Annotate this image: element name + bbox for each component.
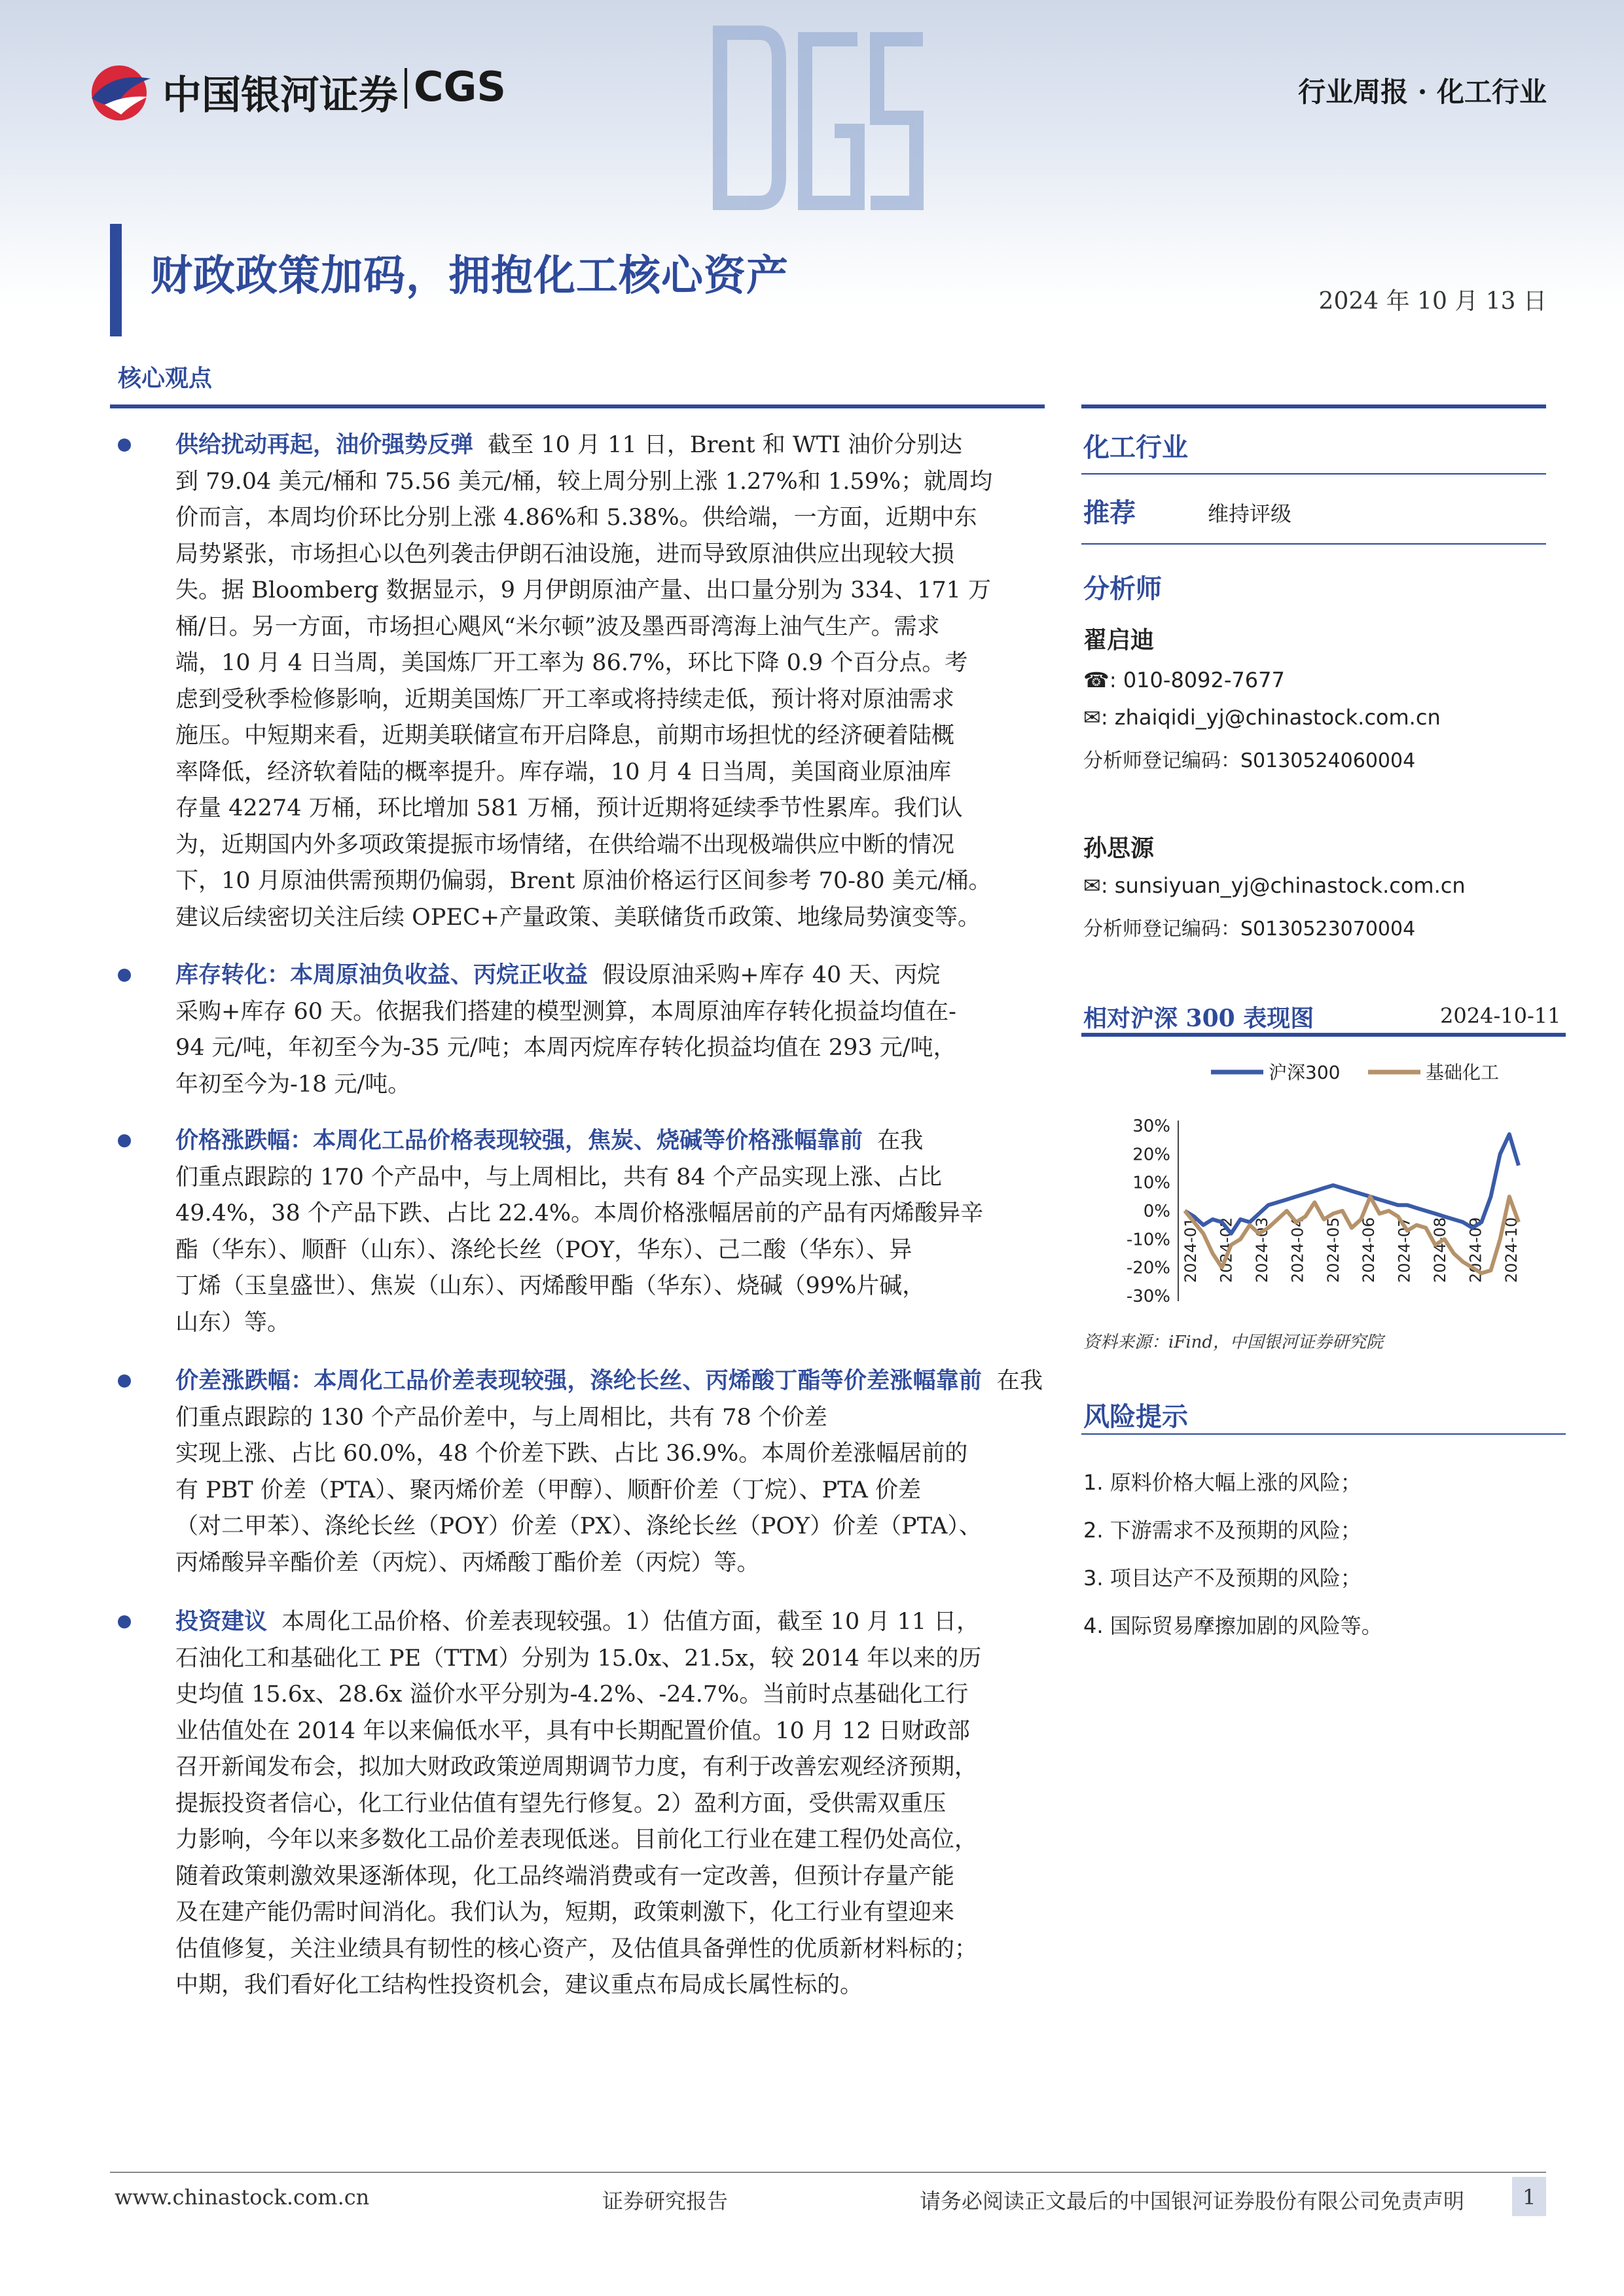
bullet-line: 桶/日。另一方面，市场担心飓风“米尔顿”波及墨西哥湾海上油气生产。需求 [175, 613, 940, 640]
chart-rule [1081, 1033, 1566, 1037]
rating-value: 维持评级 [1208, 501, 1292, 526]
bullet-line: 为，近期国内外多项政策提振市场情绪，在供给端不出现极端供应中断的情况 [175, 831, 955, 858]
bullet-line: 虑到受秋季检修影响，近期美国炼厂开工率或将持续走低，预计将对原油需求 [175, 686, 955, 713]
bullet-line: 业估值处在 2014 年以来偏低水平，具有中长期配置价值。10 月 12 日财政部 [175, 1717, 970, 1744]
bullet-dot [118, 1374, 131, 1388]
y-tick-label: 20% [1132, 1145, 1170, 1165]
header-watermark [707, 20, 929, 216]
analyst-reg: 分析师登记编码：S0130523070004 [1083, 918, 1416, 941]
footer-website[interactable]: www.chinastock.com.cn [115, 2185, 370, 2210]
x-tick-label: 2024-03 [1252, 1217, 1271, 1283]
right-rule [1081, 543, 1546, 545]
brand-name-en: CGS [414, 63, 507, 111]
title-accent-bar [110, 224, 122, 336]
bullet-investment-advice [175, 1604, 1043, 2004]
bullet-line: 建议后续密切关注后续 OPEC+产量政策、美联储货币政策、地缘局势演变等。 [175, 904, 981, 931]
bullet-heading: 价格涨跌幅：本周化工品价格表现较强，焦炭、烧碱等价格涨幅靠前 [175, 1127, 863, 1154]
mail-icon: ✉ [1083, 873, 1101, 898]
x-tick-label: 2024-06 [1360, 1217, 1379, 1283]
bullet-line: 率降低，经济软着陆的概率提升。库存端，10 月 4 日当周，美国商业原油库 [175, 759, 952, 785]
bullet-line: 有 PBT 价差（PTA）、聚丙烯价差（甲醇）、顺酐价差（丁烷）、PTA 价差 [175, 1477, 922, 1503]
bullet-line: 山东）等。 [175, 1309, 291, 1336]
bullet-dot [118, 969, 131, 982]
analyst-email[interactable]: ✉: sunsiyuan_yj@chinastock.com.cn [1083, 873, 1466, 898]
bullet-line: 在我们重点跟踪的 130 个产品价差中，与上周相比，共有 78 个价差 [175, 1368, 1043, 1431]
risk-item: 2. 下游需求不及预期的风险； [1083, 1518, 1362, 1543]
x-tick-label: 2024-01 [1182, 1217, 1200, 1283]
bullet-line: 94 元/吨，年初至今为-35 元/吨；本周丙烷库存转化损益均值在 293 元/吨， [175, 1035, 956, 1061]
bullet-line: 本周化工品价格、价差表现较强。1）估值方面，截至 10 月 11 日， [281, 1609, 980, 1635]
bullet-line: 估值修复，关注业绩具有韧性的核心资产，及估值具备弹性的优质新材料标的； [175, 1935, 978, 1962]
x-tick-label: 2024-08 [1431, 1217, 1450, 1283]
bullet-line: 随着政策刺激效果逐渐体现，化工品终端消费或有一定改善，但预计存量产能 [175, 1863, 955, 1890]
y-tick-label: -10% [1126, 1230, 1170, 1250]
x-tick-label: 2024-04 [1288, 1217, 1307, 1283]
right-rule [1081, 473, 1546, 475]
report-title: 财政政策加码，拥抱化工核心资产 [151, 251, 789, 300]
bullet-line: 假设原油采购+库存 40 天、丙烷 [602, 962, 941, 988]
legend-label: 沪深300 [1269, 1062, 1341, 1083]
bullet-line: 在我 [877, 1128, 924, 1154]
chart-title: 相对沪深 300 表现图 [1083, 1005, 1314, 1032]
analyst-label: 分析师 [1083, 573, 1162, 604]
chart-date: 2024-10-11 [1440, 1003, 1561, 1028]
bullet-spread-change [175, 1363, 1043, 1581]
footer-center: 证券研究报告 [602, 2189, 729, 2214]
x-tick-label: 2024-07 [1395, 1217, 1414, 1283]
bullet-dot [118, 1134, 131, 1147]
bullet-line: （对二甲苯）、涤纶长丝（POY）价差（PX）、涤纶长丝（POY）价差（PTA）、 [175, 1513, 982, 1539]
analyst-email[interactable]: ✉: zhaiqidi_yj@chinastock.com.cn [1083, 705, 1441, 730]
bullet-line: 年初至今为-18 元/吨。 [175, 1071, 411, 1098]
bullet-line: 采购+库存 60 天。依据我们搭建的模型测算，本周原油库存转化损益均值在- [175, 998, 956, 1025]
x-tick-label: 2024-09 [1466, 1217, 1485, 1283]
bullet-line: 酯（华东）、顺酐（山东）、涤纶长丝（POY，华东）、己二酸（华东）、异 [175, 1236, 912, 1263]
x-tick-label: 2024-02 [1217, 1217, 1236, 1283]
industry-label: 化工行业 [1083, 432, 1188, 463]
mail-icon: ✉ [1083, 705, 1101, 730]
brand-logo [85, 59, 157, 124]
performance-chart [1080, 1041, 1564, 1348]
bullet-line: 史均值 15.6x、28.6x 溢价水平分别为-4.2%、-24.7%。当前时点基础化工行 [175, 1681, 969, 1708]
bullet-line: 截至 10 月 11 日，Brent 和 WTI 油价分别达 [488, 432, 963, 458]
bullet-heading: 投资建议 [175, 1608, 268, 1635]
bullet-line: 丙烯酸异辛酯价差（丙烷）、丙烯酸丁酯价差（丙烷）等。 [175, 1549, 760, 1576]
phone-icon: ☎ [1083, 668, 1110, 692]
bullet-supply [175, 427, 1043, 936]
bullet-line: 实现上涨、占比 60.0%，48 个价差下跌、占比 36.9%。本周价差涨幅居前的 [175, 1441, 968, 1467]
analyst-reg: 分析师登记编码：S0130524060004 [1083, 749, 1416, 772]
core-points-label: 核心观点 [118, 365, 213, 392]
bullet-line: 石油化工和基础化工 PE（TTM）分别为 15.0x、21.5x，较 2014 年以来的历 [175, 1645, 982, 1672]
bullet-heading: 供给扰动再起，油价强势反弹 [175, 431, 474, 458]
y-tick-label: -20% [1126, 1258, 1170, 1278]
rating-label: 推荐 [1083, 497, 1136, 528]
bullet-dot [118, 439, 131, 452]
bullet-line: 49.4%，38 个产品下跌、占比 22.4%。本周价格涨幅居前的产品有丙烯酸异辛 [175, 1200, 984, 1227]
risk-label: 风险提示 [1083, 1401, 1188, 1432]
y-tick-label: 0% [1143, 1202, 1170, 1221]
bullet-line: 及在建产能仍需时间消化。我们认为，短期，政策刺激下，化工行业有望迎来 [175, 1899, 955, 1926]
bullet-line: 力影响，今年以来多数化工品价差表现低迷。目前化工行业在建工程仍处高位， [175, 1827, 978, 1853]
page-number: 1 [1523, 2185, 1536, 2210]
chart-source: 资料来源：iFind，中国银河证券研究院 [1083, 1333, 1384, 1352]
bullet-line: 丁烯（玉皇盛世）、焦炭（山东）、丙烯酸甲酯（华东）、烧碱（99%片碱， [175, 1273, 926, 1299]
bullet-heading: 价差涨跌幅：本周化工品价差表现较强，涤纶长丝、丙烯酸丁酯等价差涨幅靠前 [175, 1367, 983, 1394]
bullet-line: 到 79.04 美元/桶和 75.56 美元/桶，较上周分别上涨 1.27%和 1.59%；就周均 [175, 468, 993, 495]
bullet-line: 中期，我们看好化工结构性投资机会，建议重点布局成长属性标的。 [175, 1972, 863, 1998]
bullet-line: 下，10 月原油供需预期仍偏弱，Brent 原油价格运行区间参考 70-80 美元/桶。 [175, 868, 992, 894]
bullet-price-change [175, 1122, 1043, 1341]
risk-rule [1081, 1433, 1566, 1435]
x-tick-label: 2024-10 [1502, 1217, 1521, 1283]
bullet-line: 失。据 Bloomberg 数据显示，9 月伊朗原油产量、出口量分别为 334、171 万 [175, 577, 992, 603]
risk-item: 3. 项目达产不及预期的风险； [1083, 1566, 1362, 1590]
bullet-heading: 库存转化：本周原油负收益、丙烷正收益 [175, 961, 588, 988]
bullet-dot [118, 1615, 131, 1628]
footer-rule [110, 2172, 1546, 2173]
legend-label: 基础化工 [1426, 1062, 1500, 1083]
y-tick-label: 30% [1132, 1117, 1170, 1136]
footer-disclaimer: 请务必阅读正文最后的中国银河证券股份有限公司免责声明 [920, 2189, 1465, 2214]
y-tick-label: -30% [1126, 1287, 1170, 1306]
analyst-name: 翟启迪 [1083, 626, 1155, 654]
risk-item: 1. 原料价格大幅上涨的风险； [1083, 1470, 1362, 1495]
report-type: 行业周报 · 化工行业 [1298, 76, 1547, 108]
x-tick-label: 2024-05 [1324, 1217, 1343, 1283]
brand-name-cn: 中国银河证券 [162, 73, 398, 118]
bullet-line: 局势紧张，市场担心以色列袭击伊朗石油设施，进而导致原油供应出现较大损 [175, 541, 955, 567]
bullet-line: 价而言，本周均价环比分别上涨 4.86%和 5.38%。供给端，一方面，近期中东 [175, 505, 977, 531]
bullet-line: 召开新闻发布会，拟加大财政政策逆周期调节力度，有利于改善宏观经济预期， [175, 1754, 978, 1780]
risk-item: 4. 国际贸易摩擦加剧的风险等。 [1083, 1613, 1382, 1638]
y-tick-label: 10% [1132, 1173, 1170, 1193]
bullet-line: 施压。中短期来看，近期美联储宣布开启降息，前期市场担忧的经济硬着陆概 [175, 723, 955, 749]
report-date: 2024 年 10 月 13 日 [1318, 288, 1547, 315]
bullet-line: 端，10 月 4 日当周，美国炼厂开工率为 86.7%，环比下降 0.9 个百分点。考 [175, 650, 968, 676]
bullet-inventory [175, 957, 1043, 1103]
bullet-line: 们重点跟踪的 170 个产品中，与上周相比，共有 84 个产品实现上涨、占比 [175, 1164, 942, 1191]
right-top-rule [1081, 404, 1546, 408]
analyst-phone: ☎: 010-8092-7677 [1083, 668, 1285, 692]
bullet-line: 提振投资者信心，化工行业估值有望先行修复。2）盈利方面，受供需双重压 [175, 1790, 947, 1817]
brand-divider [405, 68, 407, 109]
analyst-name: 孙思源 [1083, 834, 1155, 862]
left-top-rule [110, 404, 1045, 408]
bullet-line: 存量 42274 万桶，环比增加 581 万桶，预计近期将延续季节性累库。我们认 [175, 795, 963, 821]
